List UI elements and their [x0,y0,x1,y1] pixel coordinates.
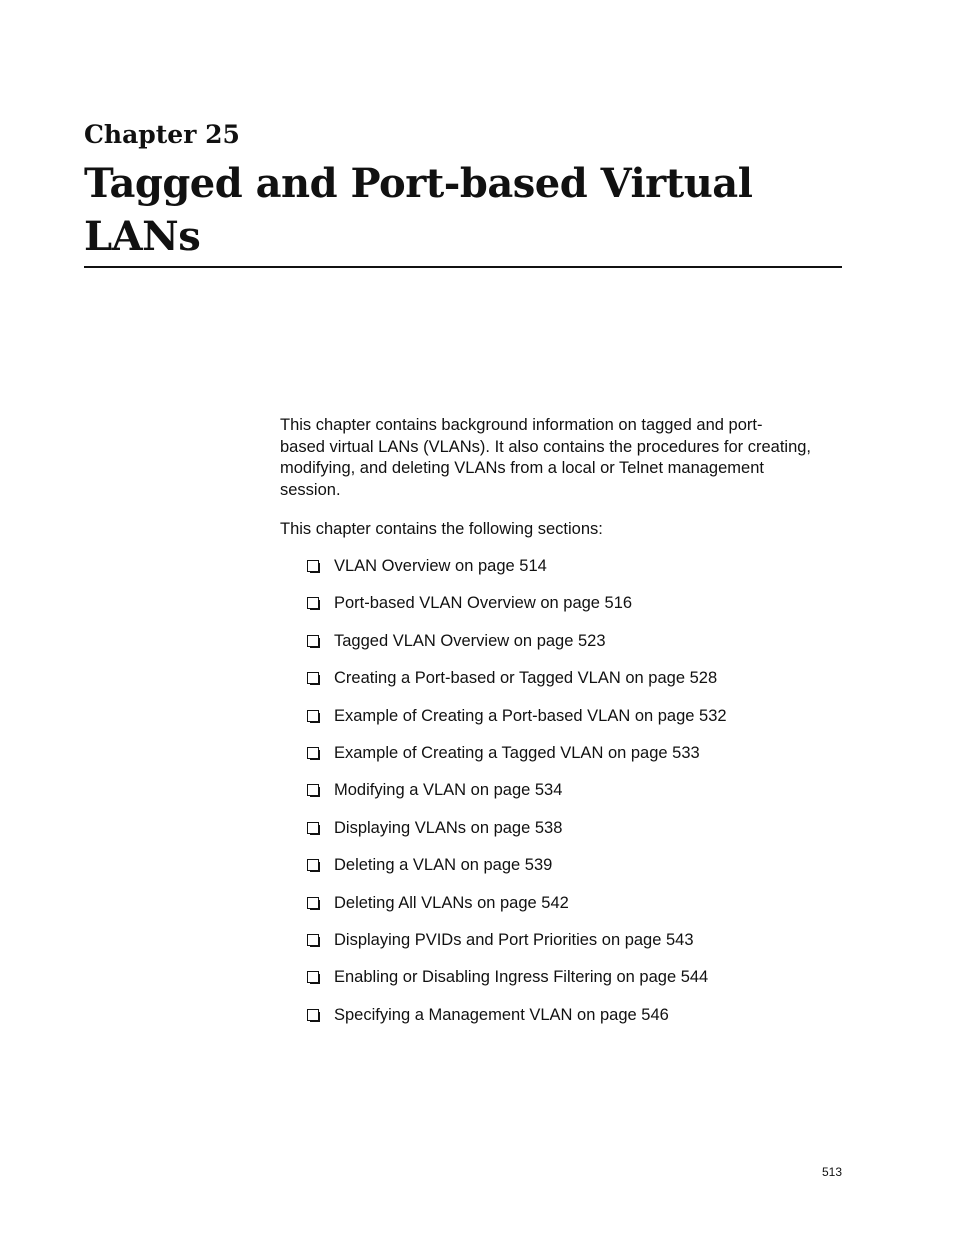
checkbox-bullet-icon [307,934,319,946]
section-list-item [307,631,727,668]
chapter-label: Chapter 25 [84,120,240,149]
section-link[interactable]: Displaying PVIDs and Port Priorities on page 543 [334,930,694,949]
checkbox-bullet-icon [307,822,319,834]
section-list-item [307,743,727,780]
checkbox-bullet-icon [307,897,319,909]
title-divider [84,266,842,268]
intro-line-2: based virtual LANs (VLANs). It also contains the procedures for creating, [280,437,812,456]
section-link[interactable]: Deleting All VLANs on page 542 [334,893,569,912]
chapter-title-line-1: Tagged and Port-based Virtual [84,160,753,207]
checkbox-bullet-icon [307,784,319,796]
section-list-item [307,893,727,930]
checkbox-bullet-icon [307,672,319,684]
section-list-item [307,780,727,817]
intro-paragraph [280,415,840,502]
checkbox-bullet-icon [307,710,319,722]
section-link[interactable]: Enabling or Disabling Ingress Filtering on page 544 [334,968,709,987]
intro-line-4: session. [280,481,341,500]
intro-line-3: modifying, and deleting VLANs from a local or Telnet management [280,459,764,478]
section-list-item [307,593,727,630]
section-list-item [307,668,727,705]
section-list-item [307,556,727,593]
checkbox-bullet-icon [307,597,319,609]
section-list-item [307,967,727,1004]
intro-line-1: This chapter contains background information on tagged and port- [280,416,763,434]
section-link[interactable]: Specifying a Management VLAN on page 546 [334,1005,669,1024]
sections-lead: This chapter contains the following sections: [280,520,603,538]
section-list-item [307,818,727,855]
checkbox-bullet-icon [307,971,319,983]
section-list-item [307,706,727,743]
section-link[interactable]: Creating a Port-based or Tagged VLAN on page 528 [334,669,718,688]
page-number: 513 [821,1165,842,1179]
section-list-item [307,1005,727,1042]
section-link[interactable]: Example of Creating a Port-based VLAN on page 532 [334,706,727,725]
section-link[interactable]: VLAN Overview on page 514 [334,557,547,575]
section-link[interactable]: Deleting a VLAN on page 539 [334,856,553,875]
checkbox-bullet-icon [307,560,319,572]
checkbox-bullet-icon [307,747,319,759]
section-list-item [307,930,727,967]
checkbox-bullet-icon [307,1009,319,1021]
section-link[interactable]: Example of Creating a Tagged VLAN on page 533 [334,743,700,762]
chapter-title-line-2: LANs [84,213,201,260]
section-link[interactable]: Modifying a VLAN on page 534 [334,781,563,800]
section-link[interactable]: Tagged VLAN Overview on page 523 [334,631,606,650]
section-link[interactable]: Port-based VLAN Overview on page 516 [334,594,633,613]
checkbox-bullet-icon [307,635,319,647]
section-link[interactable]: Displaying VLANs on page 538 [334,818,563,837]
section-list [307,556,727,1042]
section-list-item [307,855,727,892]
chapter-title [84,157,804,263]
checkbox-bullet-icon [307,859,319,871]
